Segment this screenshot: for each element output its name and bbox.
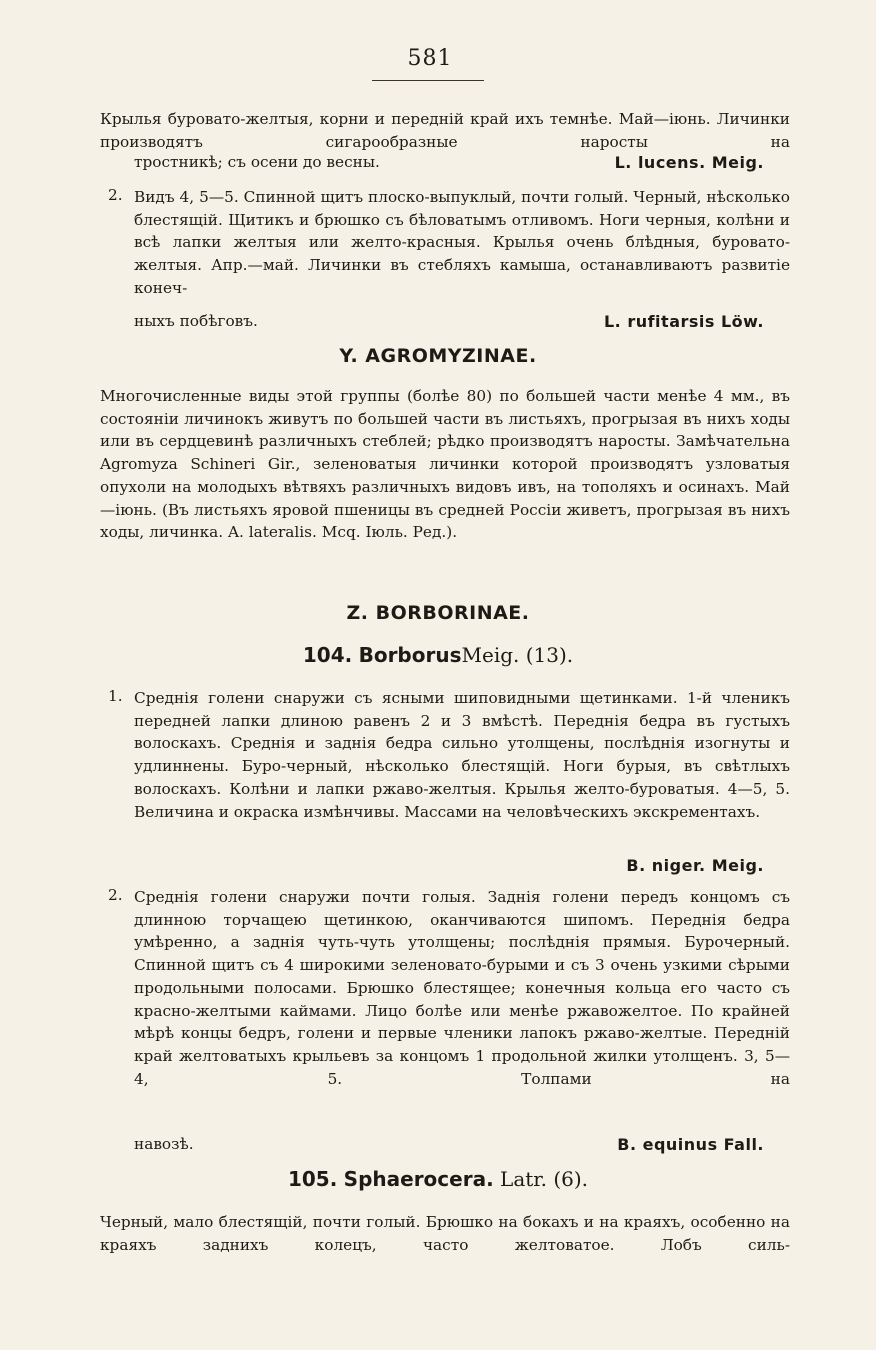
rufitarsis-description-end: ныхъ побѣговъ. [134, 312, 258, 330]
lucens-description: Крылья буровато-желтыя, корни и передній край ихъ темнѣе. Май—іюнь. Личинки производятъ сигарообразные наросты на [100, 110, 790, 151]
couplet-number: 1. [108, 687, 123, 705]
genus-number: 105. [287, 1167, 338, 1191]
genus-name: Borborus [358, 643, 462, 667]
genus-author: Latr. (6). [500, 1167, 589, 1191]
genus-heading-sphaerocera [0, 1167, 876, 1191]
section-heading-borborinae: Z. BORBORINAE. [346, 602, 530, 624]
couplet-number: 2. [108, 886, 123, 904]
species-name-rufitarsis: L. rufitarsis Löw. [603, 312, 764, 331]
genus-author: Meig. (13). [461, 643, 574, 667]
section-heading-agromyzinae: Y. AGROMYZINAE. [339, 345, 537, 367]
couplet-number: 2. [108, 186, 123, 204]
genus-name: Sphaerocera. [343, 1167, 494, 1191]
genus-heading-borborus [0, 643, 876, 667]
page-number: 581 [407, 46, 453, 71]
rufitarsis-description: Видъ 4, 5—5. Спинной щитъ плоско-выпуклый, почти голый. Черный, нѣсколько блестящій. Щитикъ и брюшко съ бѣловатымъ отливомъ. Ноги черныя, колѣни и всѣ лапки желтыя или желто-красныя. Крылья очень блѣдныя, буровато-желтыя. Апр.—май. Личинки въ стебляхъ камыша, останавливаютъ развитіе конеч- [134, 188, 790, 297]
sphaerocera-text: Черный, мало блестящій, почти голый. Брюшко на бокахъ и на краяхъ, особенно на краяхъ заднихъ колецъ, часто желтоватое. Лобъ силь- [100, 1213, 790, 1254]
borborus-equinus-description: Среднія голени снаружи почти голыя. Заднія голени передъ концомъ съ длинною торчащею щетинкою, оканчиваются шипомъ. Переднія бедра умѣренно, а заднія чуть-чуть утолщены; послѣднія прямыя. Бурочерный. Спинной щитъ съ 4 широкими зеленовато-бурыми и съ 3 очень узкими сѣрыми продольными полосами. Брюшко блестящее; конечныя кольца его часто съ красно-желтыми каймами. Лицо болѣе или менѣе ржавожелтое. По крайней мѣрѣ концы бедръ, голени и первые членики лапокъ ржаво-желтые. Передній край желтоватыхъ крыльевъ за концомъ 1 продольной жилки утолщенъ. 3, 5—4, 5. Толпами на [134, 888, 790, 1088]
genus-number: 104. [302, 643, 353, 667]
species-name-niger: B. niger. Meig. [626, 856, 764, 875]
species-name-lucens: L. lucens. Meig. [614, 153, 764, 172]
species-name-equinus: B. equinus Fall. [617, 1135, 764, 1154]
borborus-niger-description: Среднія голени снаружи съ ясными шиповидными щетинками. 1-й членикъ передней лапки длиною равенъ 2 и 3 вмѣстѣ. Переднія бедра въ густыхъ волоскахъ. Среднія и заднія бедра сильно утолщены, послѣднія изогнуты и удлиннены. Буро-черный, нѣсколько блестящій. Ноги бурыя, въ свѣтлыхъ волоскахъ. Колѣни и лапки ржаво-желтыя. Крылья желто-буроватыя. 4—5, 5. Величина и окраска измѣнчивы. Массами на человѣческихъ экскрементахъ. [134, 689, 790, 821]
borborus-equinus-description-end: навозѣ. [134, 1135, 194, 1153]
lucens-description-end: тростникѣ; съ осени до весны. [134, 153, 380, 171]
agromyzinae-text: Многочисленные виды этой группы (болѣе 80) по большей части менѣе 4 мм., въ состояніи личинокъ живутъ по большей части въ листьяхъ, прогрызая въ нихъ ходы или въ сердцевинѣ различныхъ стеблей; рѣдко производятъ наросты. Замѣчательна Agromyza Schineri Gir., зеленоватыя личинки которой производятъ узловатыя опухоли на молодыхъ вѣтвяхъ различныхъ видовъ ивъ, на тополяхъ и осинахъ. Май—іюнь. (Въ листьяхъ яровой пшеницы въ средней Россіи живетъ, прогрызая въ нихъ ходы, личинка. A. lateralis. Mcq. Іюль. Ред.). [100, 387, 790, 542]
header-rule [372, 80, 484, 81]
